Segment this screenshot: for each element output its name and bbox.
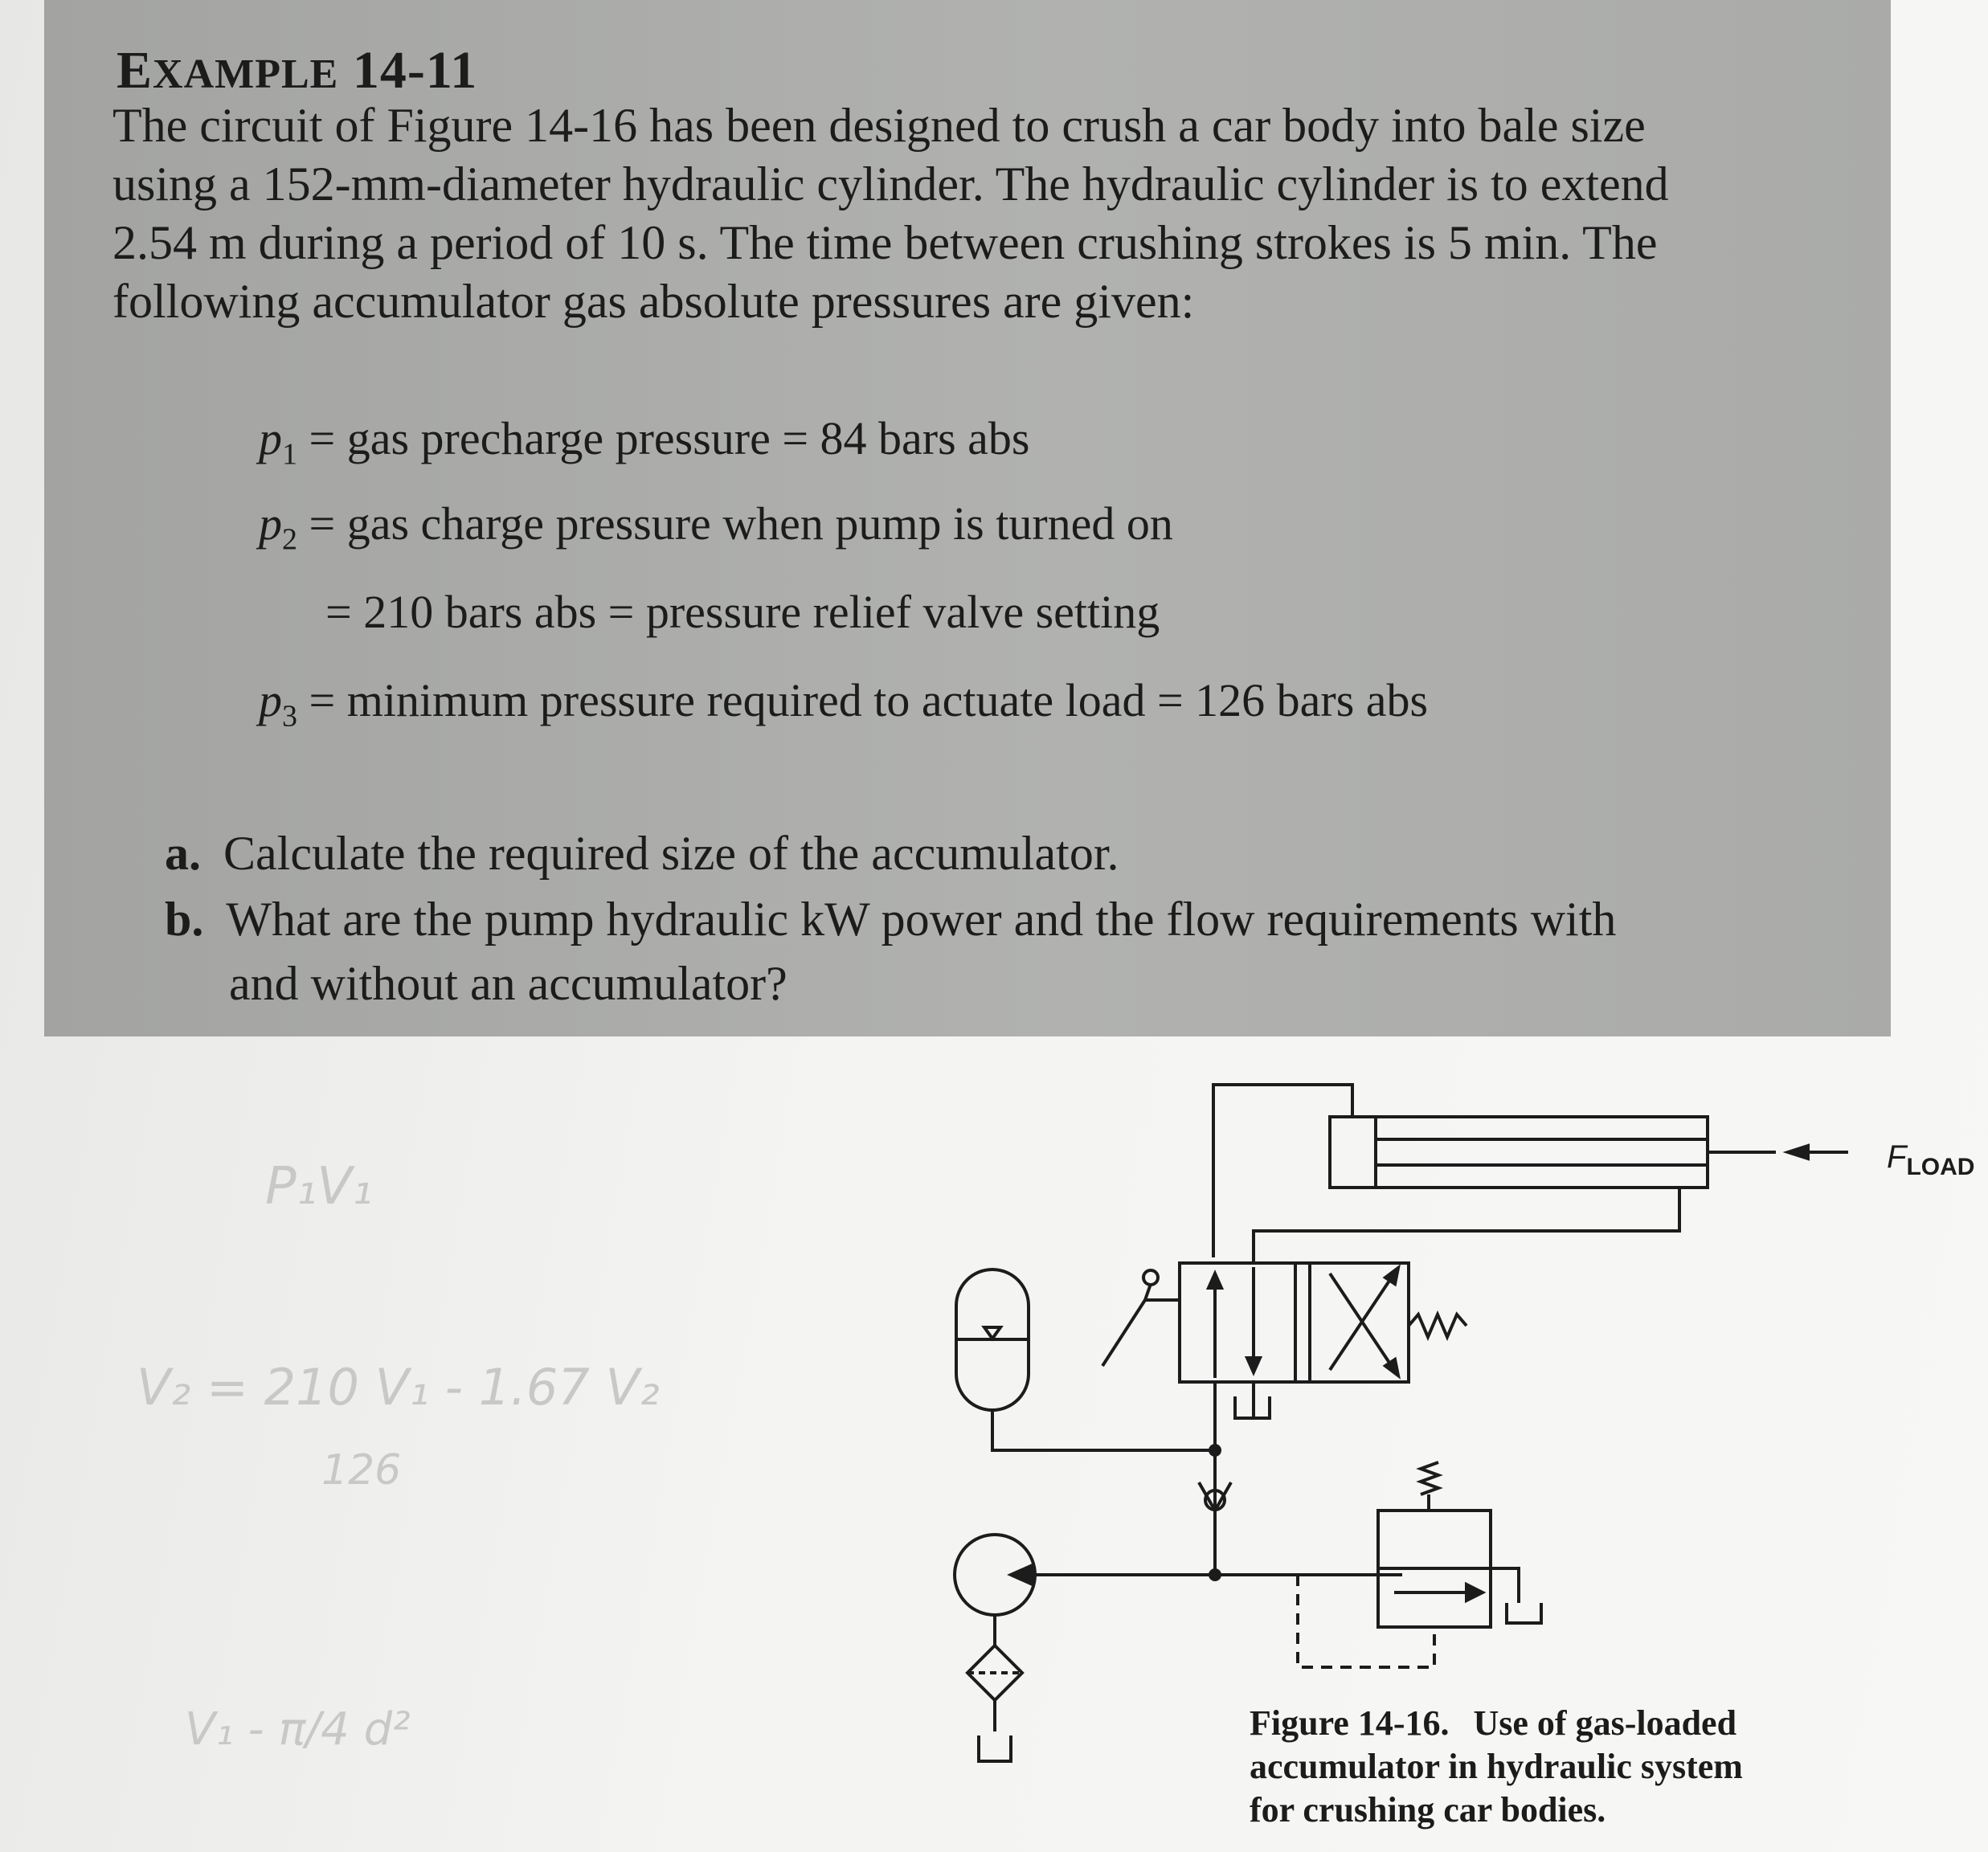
rod-end-line: [1254, 1188, 1679, 1263]
p3-symbol: p: [259, 674, 282, 726]
question-b-continued: and without an accumulator?: [229, 957, 787, 1010]
problem-line-2: using a 152-mm-diameter hydraulic cylinder. The hydraulic cylinder is to extend: [112, 157, 1669, 211]
caption-label: Figure 14-16.: [1250, 1703, 1450, 1743]
example-label-rest: XAMPLE: [153, 51, 339, 97]
handwritten-note-3: 126: [321, 1446, 402, 1494]
question-b-label: b.: [165, 893, 204, 946]
problem-line-4: following accumulator gas absolute pressures are given:: [112, 275, 1195, 328]
handwritten-note-1: P₁V₁: [265, 1157, 373, 1216]
p1-symbol: p: [259, 412, 282, 464]
handwritten-note-2: V₂ = 210 V₁ - 1.67 V₂: [137, 1358, 660, 1417]
problem-line-3: 2.54 m during a period of 10 s. The time between crushing strokes is 5 min. The: [112, 216, 1658, 269]
p3-text: = minimum pressure required to actuate load = 126 bars abs: [309, 674, 1429, 726]
pump: [955, 1535, 1402, 1615]
p3-subscript: 3: [282, 699, 297, 734]
caption-line-2: accumulator in hydraulic system: [1250, 1747, 1743, 1786]
gas-loaded-accumulator: [956, 1269, 1215, 1450]
p2-subscript: 2: [282, 522, 297, 557]
directional-control-valve: [1102, 1263, 1466, 1418]
question-b-text: What are the pump hydraulic kW power and the flow requirements with: [226, 893, 1617, 946]
p1-subscript: 1: [282, 437, 297, 472]
equation-p2-continued: = 210 bars abs = pressure relief valve setting: [325, 586, 1160, 638]
hydraulic-cylinder: [1330, 1117, 1776, 1188]
handwritten-note-4: V₁ - π/4 d²: [185, 1703, 411, 1756]
filter: [967, 1615, 1022, 1761]
p2-symbol: p: [259, 497, 282, 550]
example-label-first: E: [117, 41, 153, 100]
pilot-line: [1298, 1575, 1434, 1667]
p2-text: = gas charge pressure when pump is turned on: [309, 497, 1173, 550]
example-number: 14-11: [352, 41, 478, 100]
load-force-subscript: LOAD: [1906, 1154, 1975, 1180]
problem-line-1: The circuit of Figure 14-16 has been designed to crush a car body into bale size: [112, 99, 1646, 152]
figure-caption: [1250, 1702, 1743, 1832]
caption-line-3: for crushing car bodies.: [1250, 1790, 1606, 1830]
load-force-symbol: F: [1887, 1139, 1907, 1175]
question-a-text: Calculate the required size of the accumulator.: [223, 827, 1119, 880]
p1-text: = gas precharge pressure = 84 bars abs: [309, 412, 1030, 464]
pressure-relief-valve: [1378, 1462, 1541, 1627]
question-a-label: a.: [165, 827, 201, 880]
load-force-label: [1887, 1139, 1974, 1181]
load-arrow: [1788, 1146, 1848, 1159]
caption-line-1: Use of gas-loaded: [1473, 1703, 1737, 1743]
